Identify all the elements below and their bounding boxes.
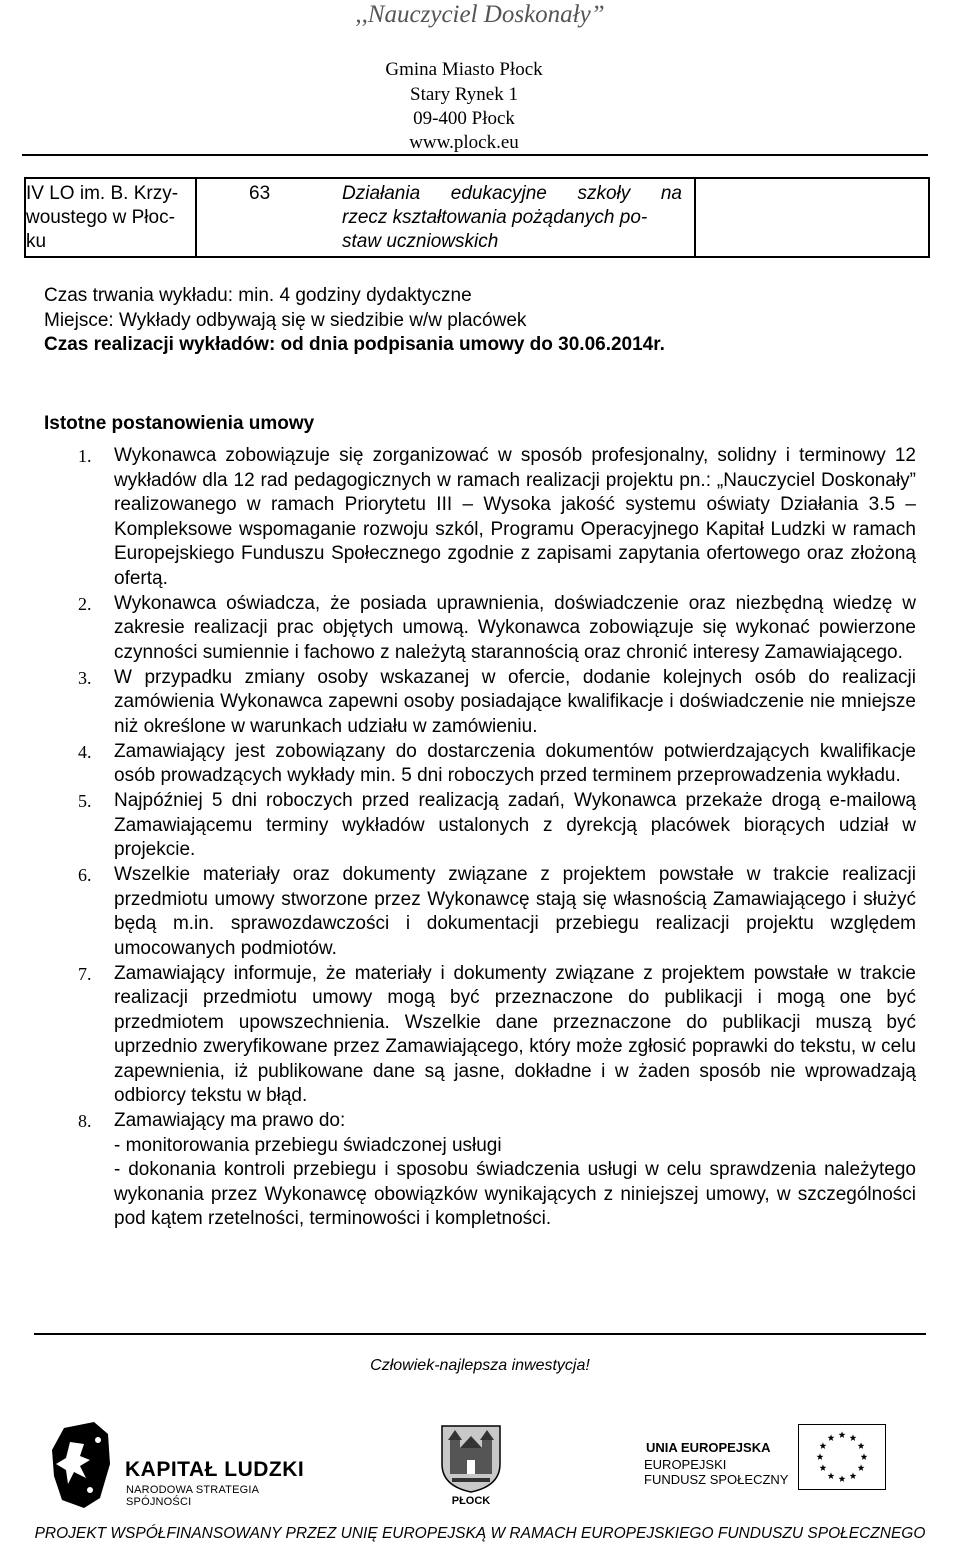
item-text: Zamawiający informuje, że materiały i dokumenty związane z projektem powstałe w trakcie realizacji przedmiotu umowy mogą być przeznaczone do publikacji i mogą one być przedmiotem upowszechnienia. Wszelkie dane przeznaczone do publikacji muszą być uprzednio zweryfikowane przez Zamawiającego, który może zgłosić poprawki do tekstu, w celu zapewnienia, iż publikowane dane są jasne, dokładne i w żaden sposób nie wprowadzają odbiorcy tekstu w błąd. bbox=[114, 962, 916, 1106]
list-item bbox=[78, 444, 916, 591]
list-item bbox=[78, 740, 916, 789]
school-line-3: ku bbox=[26, 231, 47, 252]
item-number: 5. bbox=[78, 791, 92, 811]
table-cell-school bbox=[26, 182, 191, 254]
item-8-sub-1: - monitorowania przebiegu świadczonej usługi bbox=[114, 1134, 502, 1156]
list-item bbox=[78, 1109, 916, 1232]
item-number: 7. bbox=[78, 963, 92, 984]
table-top-border bbox=[24, 177, 930, 179]
school-line-2: woustego w Płoc- bbox=[26, 207, 175, 228]
eu-flag-icon bbox=[798, 1424, 886, 1490]
item-text: Wszelkie materiały oraz dokumenty związane z projektem powstałe w trakcie realizacji przedmiotu umowy stworzone przez Wykonawcę stają się własnością Zamawiającego i służyć będą m.in. sprawozdawczości i dokumentacji przebiegu realizacji projektu względem umocowanych podmiotów. bbox=[114, 864, 916, 959]
item-number: 3. bbox=[78, 667, 92, 688]
footer-slogan: Człowiek-najlepsza inwestycja! bbox=[370, 1357, 590, 1374]
table-bottom-border bbox=[24, 256, 930, 258]
item-text: Zamawiający jest zobowiązany do dostarczenia dokumentów potwierdzających kwalifikacje osób prowadzących wykłady min. 5 dni roboczych przed terminem przeprowadzenia wykładu. bbox=[114, 740, 916, 786]
address-line-1: Gmina Miasto Płock bbox=[385, 59, 543, 80]
deadline-text: Czas realizacji wykładów: od dnia podpisania umowy do 30.06.2014r. bbox=[44, 334, 665, 355]
plock-label: PŁOCK bbox=[451, 1495, 491, 1507]
place-text: Miejsce: Wykłady odbywają się w siedzibie w/w placówek bbox=[44, 310, 527, 331]
list-item bbox=[78, 592, 916, 666]
plock-coat-of-arms bbox=[438, 1422, 504, 1510]
item-number: 8. bbox=[78, 1111, 92, 1131]
document-title: ,,Nauczyciel Doskonały” bbox=[355, 1, 605, 28]
footer-rule bbox=[34, 1333, 926, 1335]
eu-logo-line-2: EUROPEJSKI bbox=[644, 1457, 727, 1472]
table-right-border bbox=[928, 177, 930, 257]
kapital-ludzki-emblem-icon bbox=[50, 1420, 120, 1510]
address-line-3: 09-400 Płock bbox=[413, 108, 515, 129]
school-line-1: IV LO im. B. Krzy- bbox=[26, 183, 179, 204]
section-title: Istotne postanowienia umowy bbox=[44, 413, 315, 434]
kapital-ludzki-logo bbox=[50, 1420, 320, 1510]
item-number: 4. bbox=[78, 741, 92, 762]
list-item bbox=[78, 789, 916, 863]
eu-logo-line-1: UNIA EUROPEJSKA bbox=[646, 1440, 771, 1455]
header-rule bbox=[22, 154, 928, 156]
list-item bbox=[78, 666, 916, 740]
lecture-table bbox=[24, 177, 930, 257]
list-item bbox=[78, 863, 916, 961]
kapital-ludzki-subtitle: NARODOWA STRATEGIA SPÓJNOŚCI bbox=[126, 1484, 259, 1508]
item-8-sub-2: - dokonania kontroli przebiegu i sposobu świadczenia usługi w celu sprawdzenia należytego wykonania przez Wykonawcę obowiązków wynikających z niniejszej umowy, w szczególności pod kątem rzetelności, terminowości i kompletności. bbox=[114, 1159, 916, 1229]
table-cell-number: 63 bbox=[249, 183, 271, 204]
topic-line-3: staw uczniowskich bbox=[342, 231, 499, 252]
contract-terms-list bbox=[78, 444, 916, 1232]
item-number: 6. bbox=[78, 865, 92, 885]
item-text: Wykonawca oświadcza, że posiada uprawnienia, doświadczenie oraz niezbędną wiedzę w zakresie realizacji prac objętych umową. Wykonawca zobowiązuje się wykonać powierzone czynności sumiennie i fachowo z należytą starannością oraz chronić interesy Zamawiającego. bbox=[114, 592, 916, 663]
item-8-intro: Zamawiający ma prawo do: bbox=[114, 1110, 346, 1131]
eu-logo-line-3: FUNDUSZ SPOŁECZNY bbox=[644, 1472, 789, 1487]
table-divider-2 bbox=[694, 177, 696, 257]
item-text: W przypadku zmiany osoby wskazanej w ofercie, dodanie kolejnych osób do realizacji zamówienia Wykonawca zapewni osoby posiadające kwalifikacje i doświadczenie nie mniejsze niż określone w warunkach udziału w zamówieniu. bbox=[114, 666, 916, 737]
table-divider-1 bbox=[195, 177, 197, 257]
duration-text: Czas trwania wykładu: min. 4 godziny dydaktyczne bbox=[44, 285, 472, 306]
list-item bbox=[78, 962, 916, 1109]
plock-crest-icon bbox=[438, 1422, 504, 1494]
table-cell-topic bbox=[342, 182, 682, 254]
eu-logo bbox=[640, 1420, 890, 1498]
topic-line-2: rzecz kształtowania pożądanych po- bbox=[342, 207, 648, 228]
item-text: Wykonawca zobowiązuje się zorganizować w sposób profesjonalny, solidny i terminowy 12 wykładów dla 12 rad pedagogicznych w ramach realizacji projektu pn.: „Nauczyciel Doskonały” realizowanego w ramach Priorytetu III – Wysoka jakość systemu oświaty Działania 3.5 – Kompleksowe wspomaganie rozwoju szkól, Programu Operacyjnego Kapitał Ludzki w ramach Europejskiego Funduszu Społecznego zgodnie z zapisami zapytania ofertowego oraz złożoną ofertą. bbox=[114, 445, 916, 589]
address-line-2: Stary Rynek 1 bbox=[410, 84, 518, 105]
kapital-ludzki-title: KAPITAŁ LUDZKI bbox=[125, 1458, 305, 1481]
cofinancing-note: PROJEKT WSPÓŁFINANSOWANY PRZEZ UNIĘ EUROPEJSKĄ W RAMACH EUROPEJSKIEGO FUNDUSZU SPOŁECZNEGO bbox=[34, 1525, 926, 1542]
address-website: www.plock.eu bbox=[409, 132, 519, 153]
item-number: 1. bbox=[78, 446, 92, 466]
item-number: 2. bbox=[78, 593, 92, 614]
topic-line-1: Działania edukacyjne szkoły na bbox=[342, 183, 682, 204]
item-text: Najpóźniej 5 dni roboczych przed realizacją zadań, Wykonawca przekaże drogą e-mailową Zamawiającemu terminy wykładów ustalonych z dyrekcją placówek biorących udział w projekcie. bbox=[114, 790, 916, 860]
